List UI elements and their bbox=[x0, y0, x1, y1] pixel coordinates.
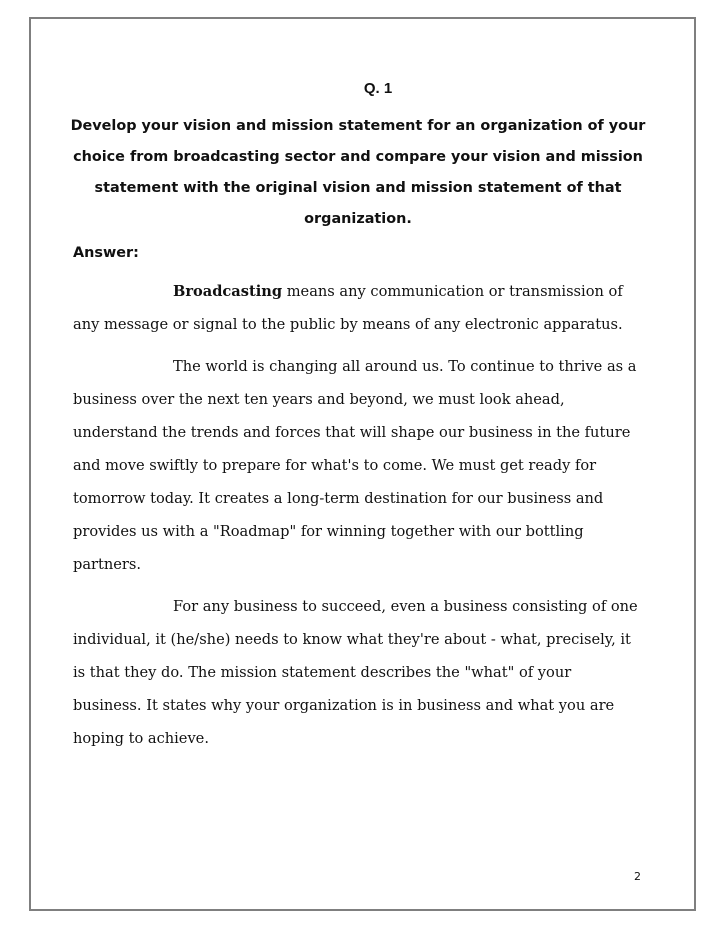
paragraph-world-changing bbox=[73, 350, 643, 581]
question-number: Q. 1 bbox=[363, 80, 393, 97]
paragraph-text: means any communication or transmission of any message or signal to the public by means of any electronic apparatus. bbox=[73, 283, 623, 333]
paragraph-text: The world is changing all around us. To continue to thrive as a business over the next ten years and beyond, we must look ahead, understand the trends and forces that will shape our business in the future and move swiftly to prepare for what's to come. We must get ready for tomorrow today. It creates a long-term destination for our business and provides us with a "Roadmap" for winning together with our bottling partners. bbox=[73, 358, 637, 573]
paragraph-mission-statement bbox=[73, 590, 643, 755]
page-number: 2 bbox=[634, 870, 641, 883]
question-text: Develop your vision and mission statement for an organization of your choice from broadcasting sector and compare your vision and mission statement with the original vision and mission statement of that organization. bbox=[70, 118, 646, 227]
document-body bbox=[70, 80, 646, 764]
paragraph-broadcasting bbox=[73, 275, 643, 341]
answer-label: Answer: bbox=[73, 245, 139, 261]
paragraph-text: For any business to succeed, even a business consisting of one individual, it (he/she) needs to know what they're about - what, precisely, it is that they do. The mission statement describes the "what" of your business. It states why your organization is in business and what you are hoping to achieve. bbox=[73, 598, 638, 747]
paragraph-lead-term: Broadcasting bbox=[173, 283, 283, 300]
